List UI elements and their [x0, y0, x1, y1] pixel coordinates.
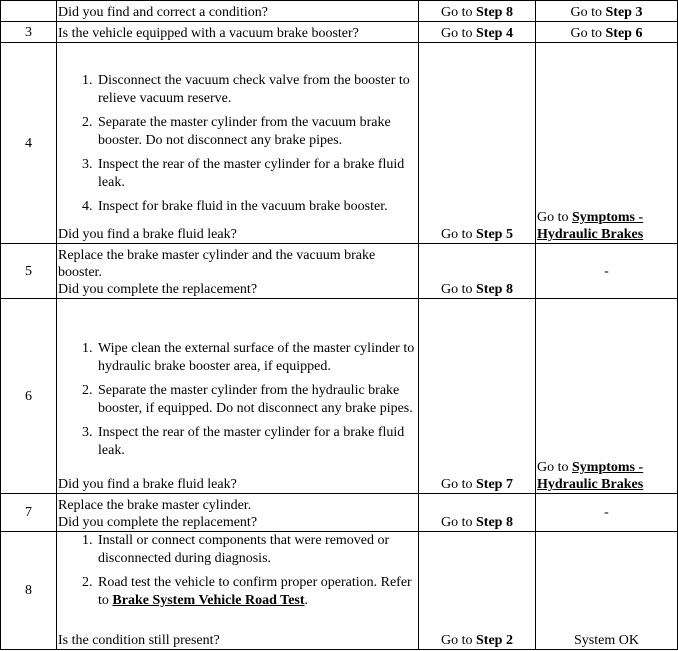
table-row [1, 532, 678, 650]
step-instructions [57, 43, 419, 244]
step-link[interactable]: Step 5 [476, 227, 513, 242]
yes-action: Go to Step 2 [419, 532, 536, 650]
list-item: 1. Disconnect the vacuum check valve from the booster to relieve vacuum reserve. [96, 72, 417, 114]
step-link[interactable]: Step 8 [476, 282, 513, 297]
question-text: Did you complete the replacement? [58, 515, 258, 530]
yes-action: Go to Step 5 [419, 43, 536, 244]
question-text: Did you find a brake fluid leak? [58, 477, 237, 492]
list-item: 2. Separate the master cylinder from the hydraulic brake booster, if equipped. Do not disconnect any brake pipes. [96, 382, 417, 424]
step-number: 8 [1, 532, 57, 650]
no-action: - [536, 494, 678, 532]
instruction-list [58, 72, 417, 222]
table-row [1, 22, 678, 43]
no-action: System OK [536, 532, 678, 650]
road-test-link[interactable]: Brake System Vehicle Road Test [112, 593, 305, 608]
table-row [1, 43, 678, 244]
list-item: 3. Inspect the rear of the master cylinder for a brake fluid leak. [96, 424, 417, 466]
list-item: 4. Inspect for brake fluid in the vacuum brake booster. [96, 198, 417, 222]
step-number: 6 [1, 299, 57, 494]
no-action: Go to Step 3 [536, 1, 678, 22]
instruction-text: Replace the brake master cylinder. [58, 498, 252, 513]
step-instructions [57, 299, 419, 494]
step-link[interactable]: Step 8 [476, 515, 513, 530]
table-row [1, 1, 678, 22]
step-link[interactable]: Step 6 [605, 26, 643, 41]
yes-action: Go to Step 4 [419, 22, 536, 43]
step-link[interactable]: Step 2 [476, 633, 513, 648]
step-number: 5 [1, 244, 57, 299]
table-row [1, 494, 678, 532]
table-row [1, 244, 678, 299]
step-link[interactable]: Step 8 [476, 5, 513, 20]
step-link[interactable]: Step 7 [476, 477, 513, 492]
step-link[interactable]: Step 4 [476, 26, 513, 41]
step-link[interactable]: Step 3 [605, 5, 643, 20]
yes-action: Go to Step 8 [419, 1, 536, 22]
step-number: 7 [1, 494, 57, 532]
question-text: Did you find a brake fluid leak? [58, 227, 237, 242]
step-number [1, 1, 57, 22]
question-text: Is the condition still present? [58, 633, 220, 648]
symptoms-link[interactable]: Symptoms - Hydraulic Brakes [537, 460, 644, 492]
yes-action: Go to Step 8 [419, 494, 536, 532]
yes-action: Go to Step 7 [419, 299, 536, 494]
list-item: 2. Road test the vehicle to confirm proper operation. Refer to Brake System Vehicle Road Test. [96, 574, 417, 616]
list-item: 1. Wipe clean the external surface of the master cylinder to hydraulic brake booster area, if equipped. [96, 340, 417, 382]
step-instructions [57, 532, 419, 650]
yes-action: Go to Step 8 [419, 244, 536, 299]
list-item: 2. Separate the master cylinder from the vacuum brake booster. Do not disconnect any brake pipes. [96, 114, 417, 156]
question-text: Did you complete the replacement? [58, 282, 258, 297]
step-instructions [57, 244, 419, 299]
no-action: Go to Step 6 [536, 22, 678, 43]
no-action: Go to Symptoms - Hydraulic Brakes [536, 43, 678, 244]
symptoms-link[interactable]: Symptoms - Hydraulic Brakes [537, 210, 644, 242]
step-instructions [57, 494, 419, 532]
question-text: Did you find and correct a condition? [57, 1, 419, 22]
list-item: 3. Inspect the rear of the master cylinder for a brake fluid leak. [96, 156, 417, 198]
question-text: Is the vehicle equipped with a vacuum brake booster? [57, 22, 419, 43]
step-number: 3 [1, 22, 57, 43]
step-number: 4 [1, 43, 57, 244]
table-row [1, 299, 678, 494]
no-action: - [536, 244, 678, 299]
no-action: Go to Symptoms - Hydraulic Brakes [536, 299, 678, 494]
instruction-text: Replace the brake master cylinder and the vacuum brake booster. [58, 248, 376, 280]
instruction-list [58, 532, 417, 616]
instruction-list [58, 340, 417, 466]
list-item: 1. Install or connect components that were removed or disconnected during diagnosis. [96, 532, 417, 574]
